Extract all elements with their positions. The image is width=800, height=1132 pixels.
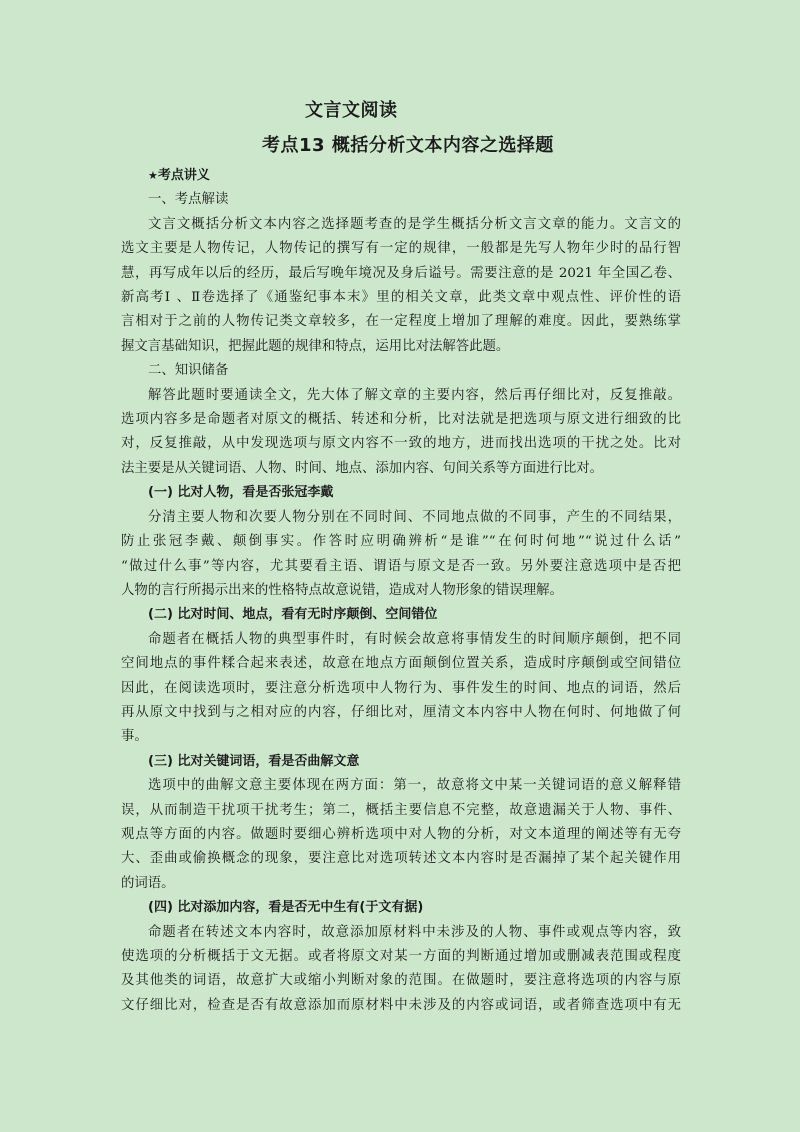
paragraph-line: 防止张冠李戴、颠倒事实。作答时应明确辨析“是谁”“在何时何地”“说过什么话” (121, 534, 681, 550)
paragraph-line: 法主要是从关键词语、人物、时间、地点、添加内容、句间关系等方面进行比对。 (121, 460, 604, 476)
sub2-heading: (二) 比对时间、地点，看有无时序颠倒、空间错位 (148, 607, 438, 623)
paragraph-line: 再从原文中找到与之相对应的内容，仔细比对，厘清文本内容中人物在何时、何地做了何 (121, 704, 681, 720)
paragraph-line: 人物的言行所揭示出来的性格特点故意说错，造成对人物形象的错误理解。 (121, 582, 563, 598)
document-body (121, 164, 681, 1018)
paragraph-line: 文言文概括分析文本内容之选择题考查的是学生概括分析文言文章的能力。文言文的 (148, 216, 681, 232)
paragraph-line: 命题者在转述文本内容时，故意添加原材料中未涉及的人物、事件或观点等内容，致 (148, 924, 681, 940)
paragraph-line: 事。 (121, 729, 148, 745)
sub4-heading: (四) 比对添加内容，看是否无中生有(于文有据) (148, 900, 424, 916)
page-title: 文言文阅读 (305, 100, 398, 121)
section-header (121, 164, 681, 188)
star-icon: ★ (148, 169, 158, 182)
paragraph-line: 的词语。 (121, 875, 175, 891)
paragraph-line: 慧，再写成年以后的经历，最后写晚年境况及身后谥号。需要注意的是 2021 年全国乙卷、 (121, 265, 681, 281)
paragraph-line: 选项中的曲解文意主要体现在两方面：第一，故意将文中某一关键词语的意义解释错 (148, 778, 681, 794)
paragraph-line: 新高考Ⅰ 、Ⅱ卷选择了《通鉴纪事本末》里的相关文章，此类文章中观点性、评价性的语 (121, 290, 681, 306)
paragraph-line: 观点等方面的内容。做题时要细心辨析选项中对人物的分析，对文本道理的阐述等有无夸 (121, 826, 681, 842)
paragraph-line: 对，反复推敲，从中发现选项与原文内容不一致的地方，进而找出选项的干扰之处。比对 (121, 436, 681, 452)
paragraph-line: 分清主要人物和次要人物分别在不同时间、不同地点做的不同事，产生的不同结果， (148, 509, 681, 525)
paragraph-line: 误，从而制造干扰项干扰考生；第二，概括主要信息不完整，故意遗漏关于人物、事件、 (121, 802, 681, 818)
paragraph-line: 因此，在阅读选项时，要注意分析选项中人物行为、事件发生的时间、地点的词语，然后 (121, 680, 681, 696)
paragraph-line: 大、歪曲或偷换概念的现象，要注意比对选项转述文本内容时是否漏掉了某个起关键作用 (121, 851, 681, 867)
paragraph-line: 命题者在概括人物的典型事件时，有时候会故意将事情发生的时间顺序颠倒，把不同 (148, 631, 681, 647)
paragraph-line: 选文主要是人物传记，人物传记的撰写有一定的规律，一般都是先写人物年少时的品行智 (121, 241, 681, 257)
page-subtitle: 考点13 概括分析文本内容之选择题 (262, 135, 554, 156)
paragraph-line: 言相对于之前的人物传记类文章较多，在一定程度上增加了理解的难度。因此，要熟练掌 (121, 314, 681, 330)
paragraph-line: 使选项的分析概括于文无据。或者将原文对某一方面的判断通过增加或删减表范围或程度 (121, 949, 681, 964)
section-header-label: 考点讲义 (157, 168, 210, 183)
paragraph-line: “做过什么事”等内容，尤其要看主语、谓语与原文是否一致。另外要注意选项中是否把 (121, 558, 681, 574)
paragraph-line: 空间地点的事件糅合起来表述，故意在地点方面颠倒位置关系，造成时序颠倒或空间错位 (121, 656, 681, 672)
part2-heading: 二、知识储备 (148, 363, 229, 379)
paragraph-line: 握文言基础知识，把握此题的规律和特点，运用比对法解答此题。 (121, 338, 510, 354)
paragraph-line: 解答此题时要通读全文，先大体了解文章的主要内容，然后再仔细比对，反复推敲。 (148, 387, 681, 403)
part1-heading: 一、考点解读 (148, 192, 229, 208)
paragraph-line: 选项内容多是命题者对原文的概括、转述和分析，比对法就是把选项与原文进行细致的比 (121, 412, 681, 428)
paragraph-line: 及其他类的词语，故意扩大或缩小判断对象的范围。在做题时，要注意将选项的内容与原 (121, 973, 681, 989)
paragraph-line: 文仔细比对，检查是否有故意添加而原材料中未涉及的内容或词语，或者筛查选项中有无 (121, 997, 681, 1013)
sub3-heading: (三) 比对关键词语，看是否曲解文意 (148, 753, 360, 769)
sub1-heading: (一) 比对人物，看是否张冠李戴 (148, 485, 334, 501)
